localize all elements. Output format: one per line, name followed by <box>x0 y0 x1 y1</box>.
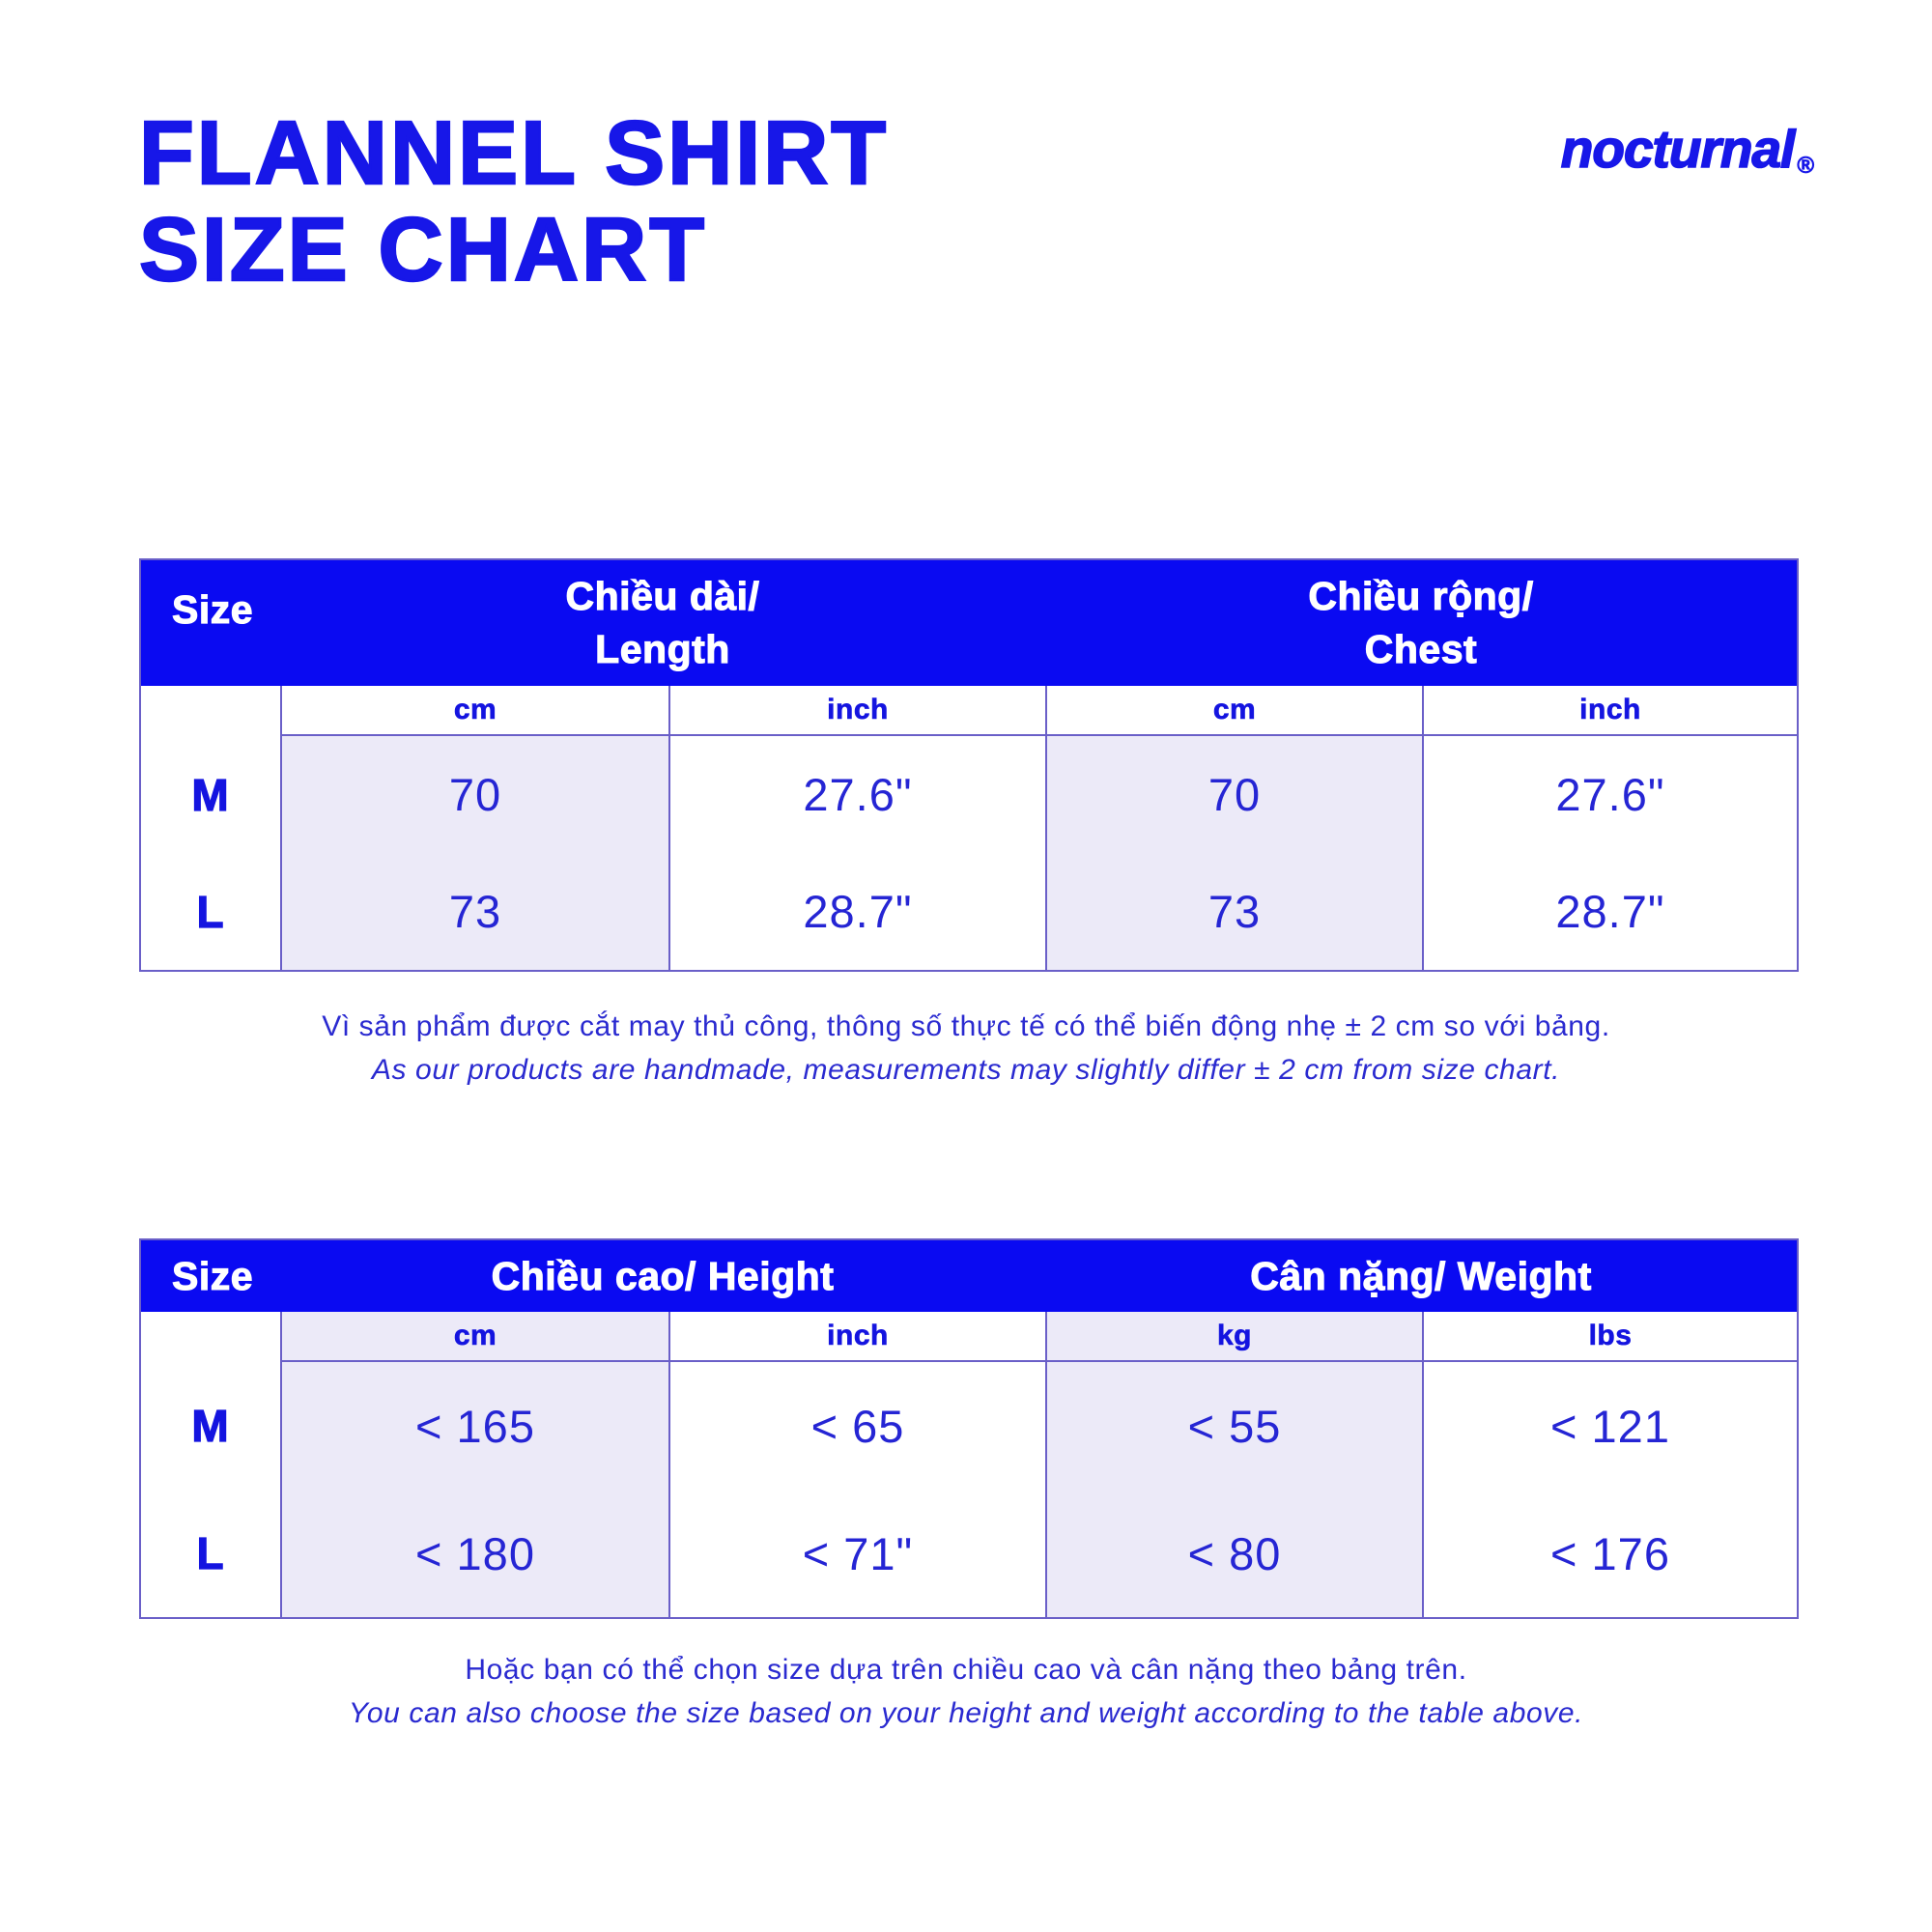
table-cell: 27.6" <box>1422 736 1797 853</box>
table1-header-chest <box>1045 560 1797 686</box>
table2-header-weight <box>1045 1240 1797 1312</box>
table-cell: 73 <box>280 853 668 970</box>
table-cell: 70 <box>1045 736 1422 853</box>
brand-logo-text: nocturnal <box>1560 119 1795 179</box>
table1-header-size-label: Size <box>172 587 254 632</box>
title-line-2: SIZE CHART <box>139 199 707 299</box>
height-weight-table <box>139 1238 1799 1619</box>
table2-header-size <box>141 1240 280 1312</box>
table1-header-chest-vi: Chiều rộng/ <box>1308 574 1534 618</box>
table2-header-size-label: Size <box>172 1253 254 1298</box>
table2-subheader-spacer <box>141 1312 280 1362</box>
size-label: L <box>196 1528 225 1578</box>
table1-header-length-en: Length <box>595 627 730 671</box>
table-cell: 73 <box>1045 853 1422 970</box>
table2-header-height <box>280 1240 1045 1312</box>
table-cell: < 165 <box>280 1362 668 1490</box>
table1-header-chest-en: Chest <box>1364 627 1478 671</box>
registered-trademark-icon: ® <box>1797 153 1814 179</box>
size-selection-note <box>0 1648 1932 1735</box>
garment-measurement-table <box>139 558 1799 972</box>
handmade-tolerance-note <box>0 1005 1932 1092</box>
size-label: M <box>191 1401 230 1451</box>
page-title <box>139 104 889 298</box>
table-cell: < 80 <box>1045 1490 1422 1617</box>
table-cell: < 55 <box>1045 1362 1422 1490</box>
title-line-1: FLANNEL SHIRT <box>139 102 890 203</box>
note-english: You can also choose the size based on your height and weight according to the table above. <box>348 1697 1584 1729</box>
table1-header-size <box>141 560 280 686</box>
table-cell: < 176 <box>1422 1490 1797 1617</box>
table1-subheader-unit: cm <box>1045 686 1422 736</box>
table-cell: < 71" <box>668 1490 1045 1617</box>
table-cell: < 121 <box>1422 1362 1797 1490</box>
table1-subheader-unit: inch <box>668 686 1045 736</box>
table2-subheader-unit: kg <box>1045 1312 1422 1362</box>
note-english: As our products are handmade, measurements may slightly differ ± 2 cm from size chart. <box>371 1054 1561 1086</box>
size-label: M <box>191 769 230 820</box>
table2-header-height-label: Chiều cao/ Height <box>491 1253 835 1298</box>
table-cell: 28.7" <box>668 853 1045 970</box>
table2-header-weight-label: Cân nặng/ Weight <box>1250 1253 1592 1298</box>
note-vietnamese: Vì sản phẩm được cắt may thủ công, thông số thực tế có thể biến động nhẹ ± 2 cm so với bảng. <box>322 1010 1610 1042</box>
table-cell: < 65 <box>668 1362 1045 1490</box>
table-cell: 70 <box>280 736 668 853</box>
table1-subheader-unit: cm <box>280 686 668 736</box>
table-cell: 27.6" <box>668 736 1045 853</box>
table-cell: < 180 <box>280 1490 668 1617</box>
brand-logo <box>1561 118 1814 180</box>
table1-header-length <box>280 560 1045 686</box>
table1-subheader-unit: inch <box>1422 686 1797 736</box>
table1-subheader-spacer <box>141 686 280 736</box>
table2-subheader-unit: lbs <box>1422 1312 1797 1362</box>
note-vietnamese: Hoặc bạn có thể chọn size dựa trên chiều cao và cân nặng theo bảng trên. <box>465 1654 1467 1686</box>
table2-subheader-unit: inch <box>668 1312 1045 1362</box>
table1-header-length-vi: Chiều dài/ <box>565 574 760 618</box>
table-cell: 28.7" <box>1422 853 1797 970</box>
table2-subheader-unit: cm <box>280 1312 668 1362</box>
size-label: L <box>196 886 225 937</box>
